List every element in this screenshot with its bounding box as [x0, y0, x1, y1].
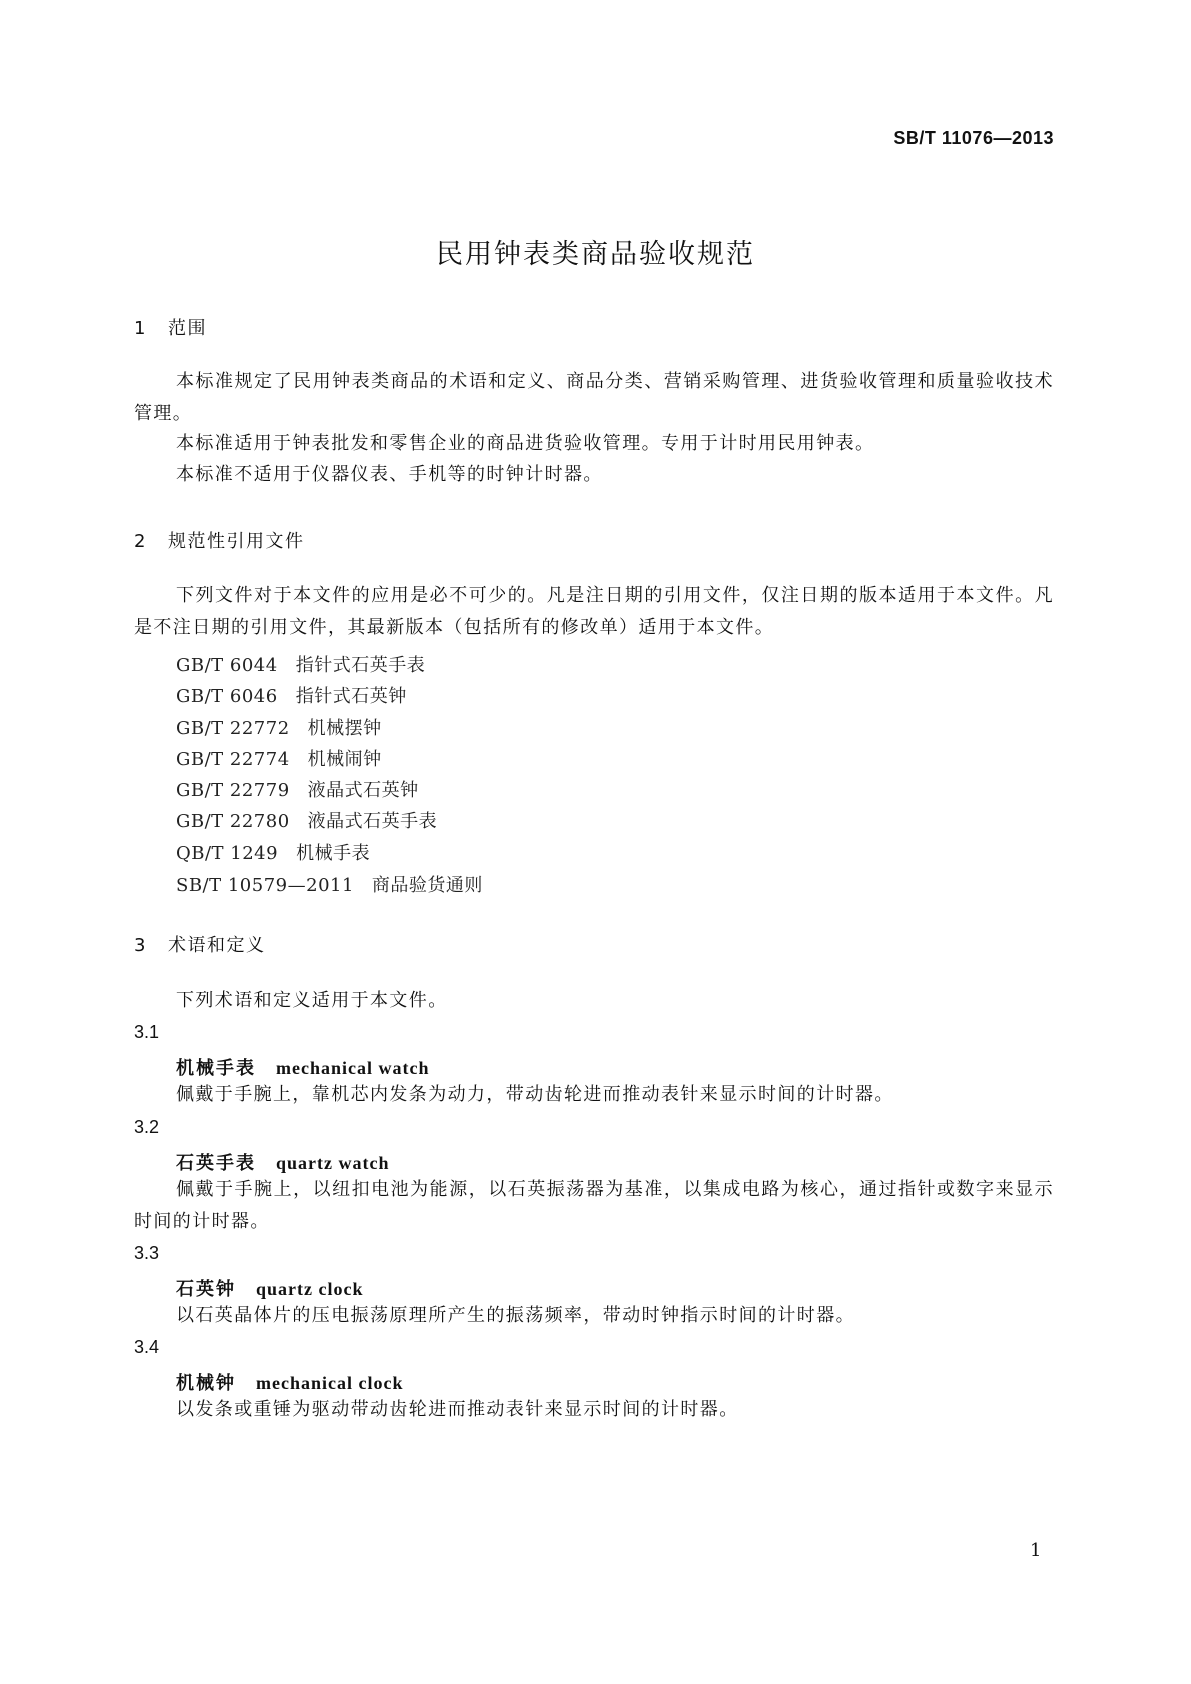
- term-number: 3.3: [134, 1243, 160, 1263]
- reference-name: 商品验货通则: [371, 875, 483, 896]
- term-definition: 佩戴于手腕上，以纽扣电池为能源，以石英振荡器为基准，以集成电路为核心，通过指针或数字来显示时间的计时器。: [134, 1179, 1054, 1232]
- term-number: 3.1: [134, 1022, 160, 1042]
- term-number: 3.2: [134, 1117, 160, 1137]
- term-title: [176, 1275, 363, 1301]
- reference-name: 指针式石英钟: [295, 686, 407, 707]
- section-title: 术语和定义: [168, 935, 266, 956]
- section-2-heading: [134, 527, 305, 553]
- section-number: 1: [134, 318, 147, 339]
- term-chinese: 石英手表: [176, 1153, 256, 1174]
- reference-name: 指针式石英手表: [295, 655, 426, 676]
- reference-name: 机械手表: [296, 843, 371, 864]
- reference-code: QB/T 1249: [176, 843, 279, 864]
- term-title: [176, 1369, 403, 1395]
- term-chinese: 机械手表: [176, 1058, 256, 1079]
- reference-code: GB/T 22774: [176, 749, 290, 770]
- reference-name: 液晶式石英手表: [307, 811, 438, 832]
- term-definition: 佩戴于手腕上，靠机芯内发条为动力，带动齿轮进而推动表针来显示时间的计时器。: [176, 1084, 894, 1105]
- reference-code: GB/T 22780: [176, 811, 290, 832]
- section-3-heading: [134, 931, 266, 957]
- normative-reference: [176, 839, 370, 865]
- term-title: [176, 1054, 429, 1080]
- normative-reference: [176, 651, 425, 677]
- reference-name: 机械摆钟: [307, 718, 382, 739]
- normative-reference: [176, 776, 419, 802]
- reference-code: GB/T 22779: [176, 780, 290, 801]
- section-title: 规范性引用文件: [168, 531, 305, 552]
- term-definition: 以石英晶体片的压电振荡原理所产生的振荡频率，带动时钟指示时间的计时器。: [176, 1305, 855, 1326]
- term-english: quartz watch: [276, 1153, 390, 1173]
- normative-reference: [176, 682, 407, 708]
- term-chinese: 机械钟: [176, 1373, 236, 1394]
- term-title: [176, 1149, 390, 1175]
- term-number: 3.4: [134, 1337, 160, 1357]
- term-english: mechanical clock: [256, 1373, 404, 1393]
- term-english: mechanical watch: [276, 1058, 430, 1078]
- term-definition: 以发条或重锤为驱动带动齿轮进而推动表针来显示时间的计时器。: [176, 1399, 739, 1420]
- term-english: quartz clock: [256, 1279, 364, 1299]
- section-number: 3: [134, 935, 147, 956]
- section-number: 2: [134, 531, 147, 552]
- term-chinese: 石英钟: [176, 1279, 236, 1300]
- reference-code: GB/T 6046: [176, 686, 278, 707]
- section-1-paragraph-3: 本标准不适用于仪器仪表、手机等的时钟计时器。: [176, 464, 603, 485]
- section-2-intro: 下列文件对于本文件的应用是必不可少的。凡是注日期的引用文件，仅注日期的版本适用于本文件。凡是不注日期的引用文件，其最新版本（包括所有的修改单）适用于本文件。: [134, 585, 1054, 638]
- page-number: 1: [1030, 1540, 1042, 1561]
- normative-reference: [176, 714, 382, 740]
- reference-code: GB/T 22772: [176, 718, 290, 739]
- document-title: 民用钟表类商品验收规范: [436, 239, 755, 270]
- reference-name: 机械闹钟: [307, 749, 382, 770]
- reference-code: SB/T 10579—2011: [176, 875, 354, 896]
- section-title: 范围: [168, 318, 207, 339]
- section-1-paragraph-2: 本标准适用于钟表批发和零售企业的商品进货验收管理。专用于计时用民用钟表。: [176, 433, 875, 454]
- normative-reference: [176, 871, 483, 897]
- normative-reference: [176, 745, 382, 771]
- reference-code: GB/T 6044: [176, 655, 278, 676]
- section-1-paragraph-1: 本标准规定了民用钟表类商品的术语和定义、商品分类、营销采购管理、进货验收管理和质量验收技术管理。: [134, 371, 1054, 424]
- section-1-heading: [134, 314, 207, 340]
- document-code: SB/T 11076—2013: [893, 128, 1054, 148]
- reference-name: 液晶式石英钟: [307, 780, 419, 801]
- section-3-intro: 下列术语和定义适用于本文件。: [176, 990, 448, 1011]
- normative-reference: [176, 807, 437, 833]
